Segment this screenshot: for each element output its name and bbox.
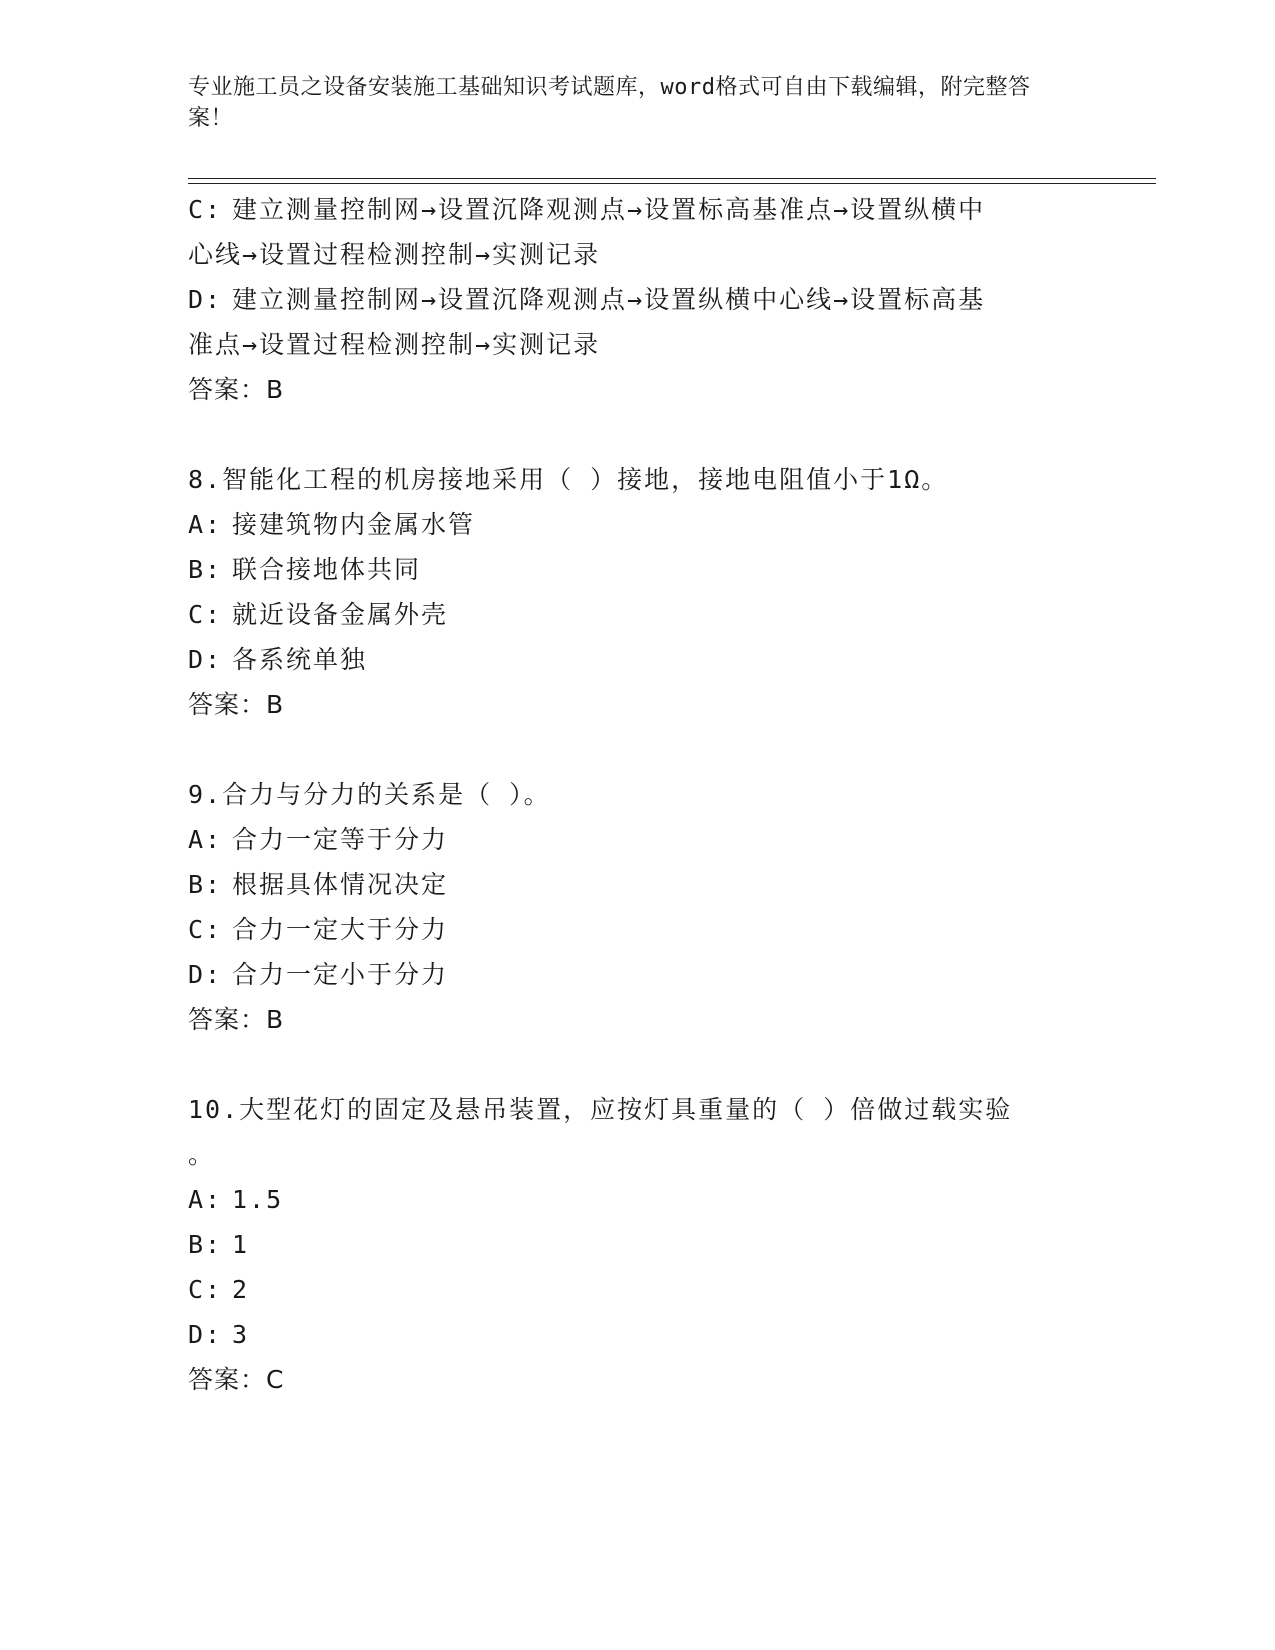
q9-option-d (188, 960, 448, 990)
q8-option-d (188, 645, 367, 675)
q10-option-a (188, 1185, 283, 1215)
option-label: C: (188, 915, 223, 944)
option-label: D: (188, 1320, 223, 1349)
q9-question: 9.合力与分力的关系是（ ）。 (188, 780, 551, 809)
option-text: 1.5 (232, 1185, 284, 1214)
option-label: D: (188, 645, 223, 674)
q10-option-b (188, 1230, 249, 1260)
document-header: 专业施工员之设备安装施工基础知识考试题库，word格式可自由下载编辑，附完整答案！ (188, 75, 1031, 131)
q7-option-d-line2: 准点→设置过程检测控制→实测记录 (188, 330, 601, 359)
header-rule-bottom (188, 183, 1156, 184)
option-text: 接建筑物内金属水管 (232, 510, 476, 539)
option-label: A: (188, 1185, 223, 1214)
option-label: B: (188, 1230, 223, 1259)
q8-option-a (188, 510, 475, 540)
option-label: B: (188, 870, 223, 899)
q9-answer: 答案：B (188, 1005, 285, 1034)
option-label: D: (188, 960, 223, 989)
option-label: C: (188, 600, 223, 629)
q9-option-b (188, 870, 448, 900)
option-label: C: (188, 195, 223, 224)
q7-option-c-line2: 心线→设置过程检测控制→实测记录 (188, 240, 601, 269)
option-text: 1 (232, 1230, 250, 1259)
option-text: 根据具体情况决定 (232, 870, 449, 899)
option-text: 2 (232, 1275, 250, 1304)
q9-option-c (188, 915, 448, 945)
q8-option-b (188, 555, 421, 585)
option-label: D: (188, 285, 223, 314)
option-text: 合力一定大于分力 (232, 915, 449, 944)
option-label: B: (188, 555, 223, 584)
q8-option-c (188, 600, 448, 630)
option-text: 建立测量控制网→设置沉降观测点→设置标高基准点→设置纵横中 (232, 195, 986, 224)
option-text: 就近设备金属外壳 (232, 600, 449, 629)
q8-answer: 答案：B (188, 690, 285, 719)
q10-question-line1: 10.大型花灯的固定及悬吊装置，应按灯具重量的（ ）倍做过载实验 (188, 1095, 1013, 1124)
option-text: 各系统单独 (232, 645, 368, 674)
q10-answer: 答案：C (188, 1365, 285, 1394)
option-label: C: (188, 1275, 223, 1304)
option-text: 建立测量控制网→设置沉降观测点→设置纵横中心线→设置标高基 (232, 285, 986, 314)
q7-option-c-line1 (188, 195, 985, 225)
option-text: 联合接地体共同 (232, 555, 422, 584)
q7-answer: 答案：B (188, 375, 285, 404)
option-label: A: (188, 825, 223, 854)
header-rule-top (188, 178, 1156, 179)
q10-question-line2: 。 (188, 1140, 216, 1169)
option-label: A: (188, 510, 223, 539)
option-text: 合力一定小于分力 (232, 960, 449, 989)
option-text: 3 (232, 1320, 250, 1349)
q8-question: 8.智能化工程的机房接地采用（ ）接地，接地电阻值小于1Ω。 (188, 465, 949, 494)
q7-option-d-line1 (188, 285, 985, 315)
q10-option-d (188, 1320, 249, 1350)
option-text: 合力一定等于分力 (232, 825, 449, 854)
q10-option-c (188, 1275, 249, 1305)
q9-option-a (188, 825, 448, 855)
